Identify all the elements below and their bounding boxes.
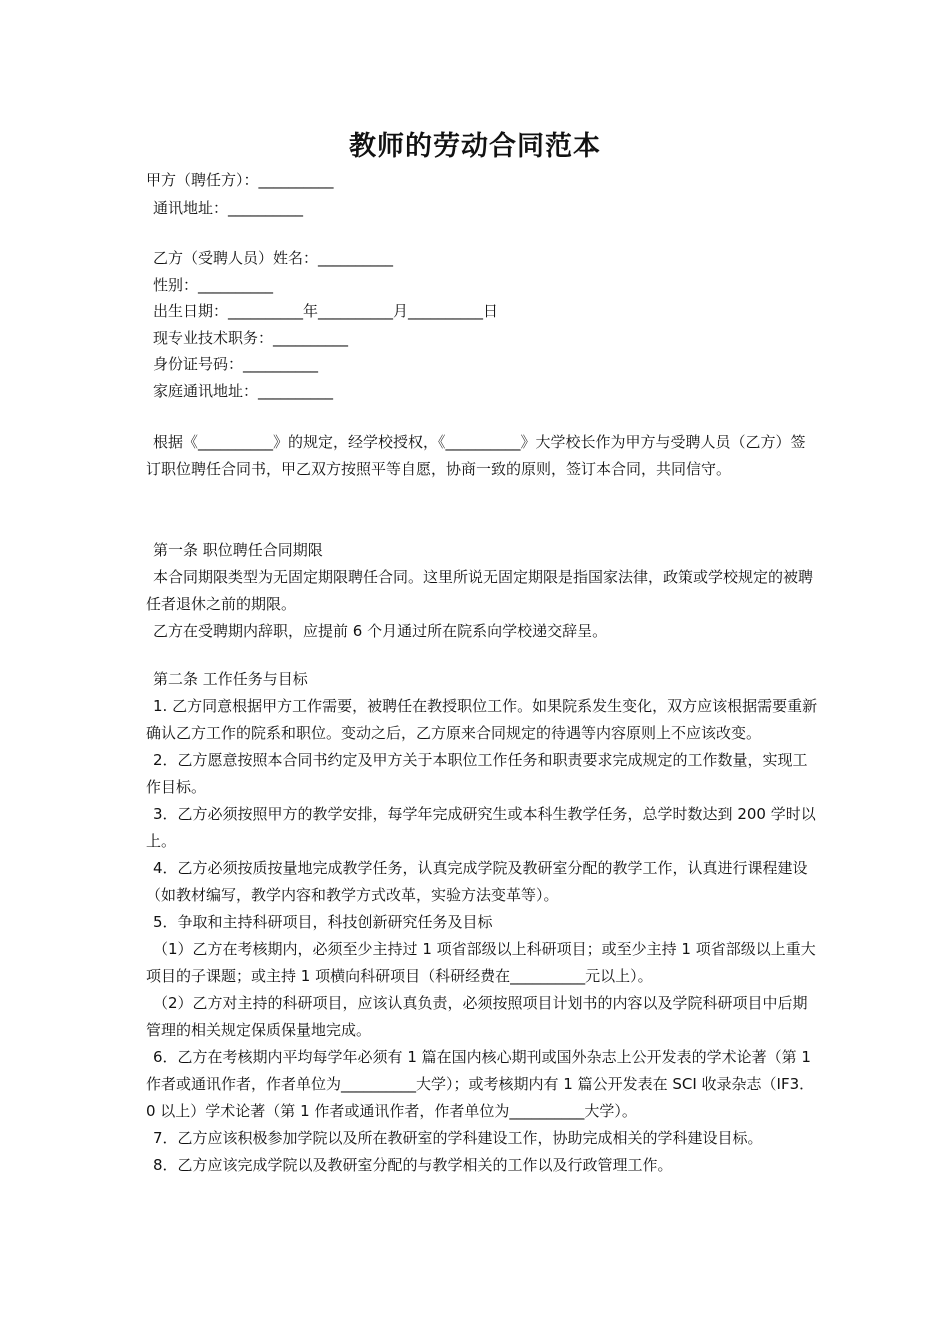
article-2-item: 5．争取和主持科研项目，科技创新研究任务及目标: [153, 913, 493, 931]
document-title: 教师的劳动合同范本: [349, 131, 601, 162]
article-2-heading: 第二条 工作任务与目标: [153, 670, 308, 688]
party-a-address: 通讯地址：__________: [153, 199, 304, 217]
article-2-item: 4．乙方必须按质按量地完成教学任务，认真完成学院及教研室分配的教学工作，认真进行课程建设（如教材编写，教学内容和教学方式改革，实验方法变革等）。: [146, 859, 808, 904]
preamble-text: 根据《__________》的规定，经学校授权，《__________》大学校长作为甲方与受聘人员（乙方）签订职位聘任合同书，甲乙双方按照平等自愿，协商一致的原则，签订本合同，共同信守。: [146, 433, 806, 478]
article-1-paragraph: 乙方在受聘期内辞职，应提前 6 个月通过所在院系向学校递交辞呈。: [153, 622, 608, 640]
article-1-paragraph: 本合同期限类型为无固定期限聘任合同。这里所说无固定期限是指国家法律，政策或学校规定的被聘任者退休之前的期限。: [146, 568, 814, 613]
party-a-name: 甲方（聘任方）：__________: [146, 171, 334, 189]
article-2-item: 6．乙方在考核期内平均每学年必须有 1 篇在国内核心期刊或国外杂志上公开发表的学术论著（第 1 作者或通讯作者，作者单位为__________大学）；或考核期内有 1 篇公开发表在 SCI 收录杂志（IF3．0 以上）学术论著（第 1 作者或通讯作者，作者单位为__________大学）。: [146, 1048, 815, 1120]
party-b-id: 身份证号码：__________: [153, 355, 319, 373]
party-b-address: 家庭通讯地址：__________: [153, 382, 334, 400]
article-2-item: （1）乙方在考核期内，必须至少主持过 1 项省部级以上科研项目；或至少主持 1 项省部级以上重大项目的子课题；或主持 1 项横向科研项目（科研经费在__________元以上）。: [146, 940, 816, 985]
article-2-item: 7．乙方应该积极参加学院以及所在教研室的学科建设工作，协助完成相关的学科建设目标。: [153, 1129, 763, 1147]
article-2-item: （2）乙方对主持的科研项目，应该认真负责，必须按照项目计划书的内容以及学院科研项目中后期管理的相关规定保质保量地完成。: [146, 994, 808, 1039]
party-b-birth: 出生日期：__________年__________月__________日: [153, 302, 499, 320]
preamble: [146, 429, 818, 483]
article-1: [146, 537, 818, 645]
article-2-item: 1. 乙方同意根据甲方工作需要，被聘任在教授职位工作。如果院系发生变化，双方应该根据需要重新确认乙方工作的院系和职位。变动之后，乙方原来合同规定的待遇等内容原则上不应该改变。: [146, 697, 818, 742]
article-2-item: 2．乙方愿意按照本合同书约定及甲方关于本职位工作任务和职责要求完成规定的工作数量，实现工作目标。: [146, 751, 808, 796]
article-2-item: 8．乙方应该完成学院以及教研室分配的与教学相关的工作以及行政管理工作。: [153, 1156, 673, 1174]
article-2: [146, 666, 818, 1179]
party-b-title: 现专业技术职务：__________: [153, 329, 349, 347]
article-1-heading: 第一条 职位聘任合同期限: [153, 541, 323, 559]
article-2-item: 3．乙方必须按照甲方的教学安排，每学年完成研究生或本科生教学任务，总学时数达到 200 学时以上。: [146, 805, 816, 850]
party-b-gender: 性别：__________: [153, 276, 274, 294]
party-b-name: 乙方（受聘人员）姓名：__________: [153, 249, 394, 267]
